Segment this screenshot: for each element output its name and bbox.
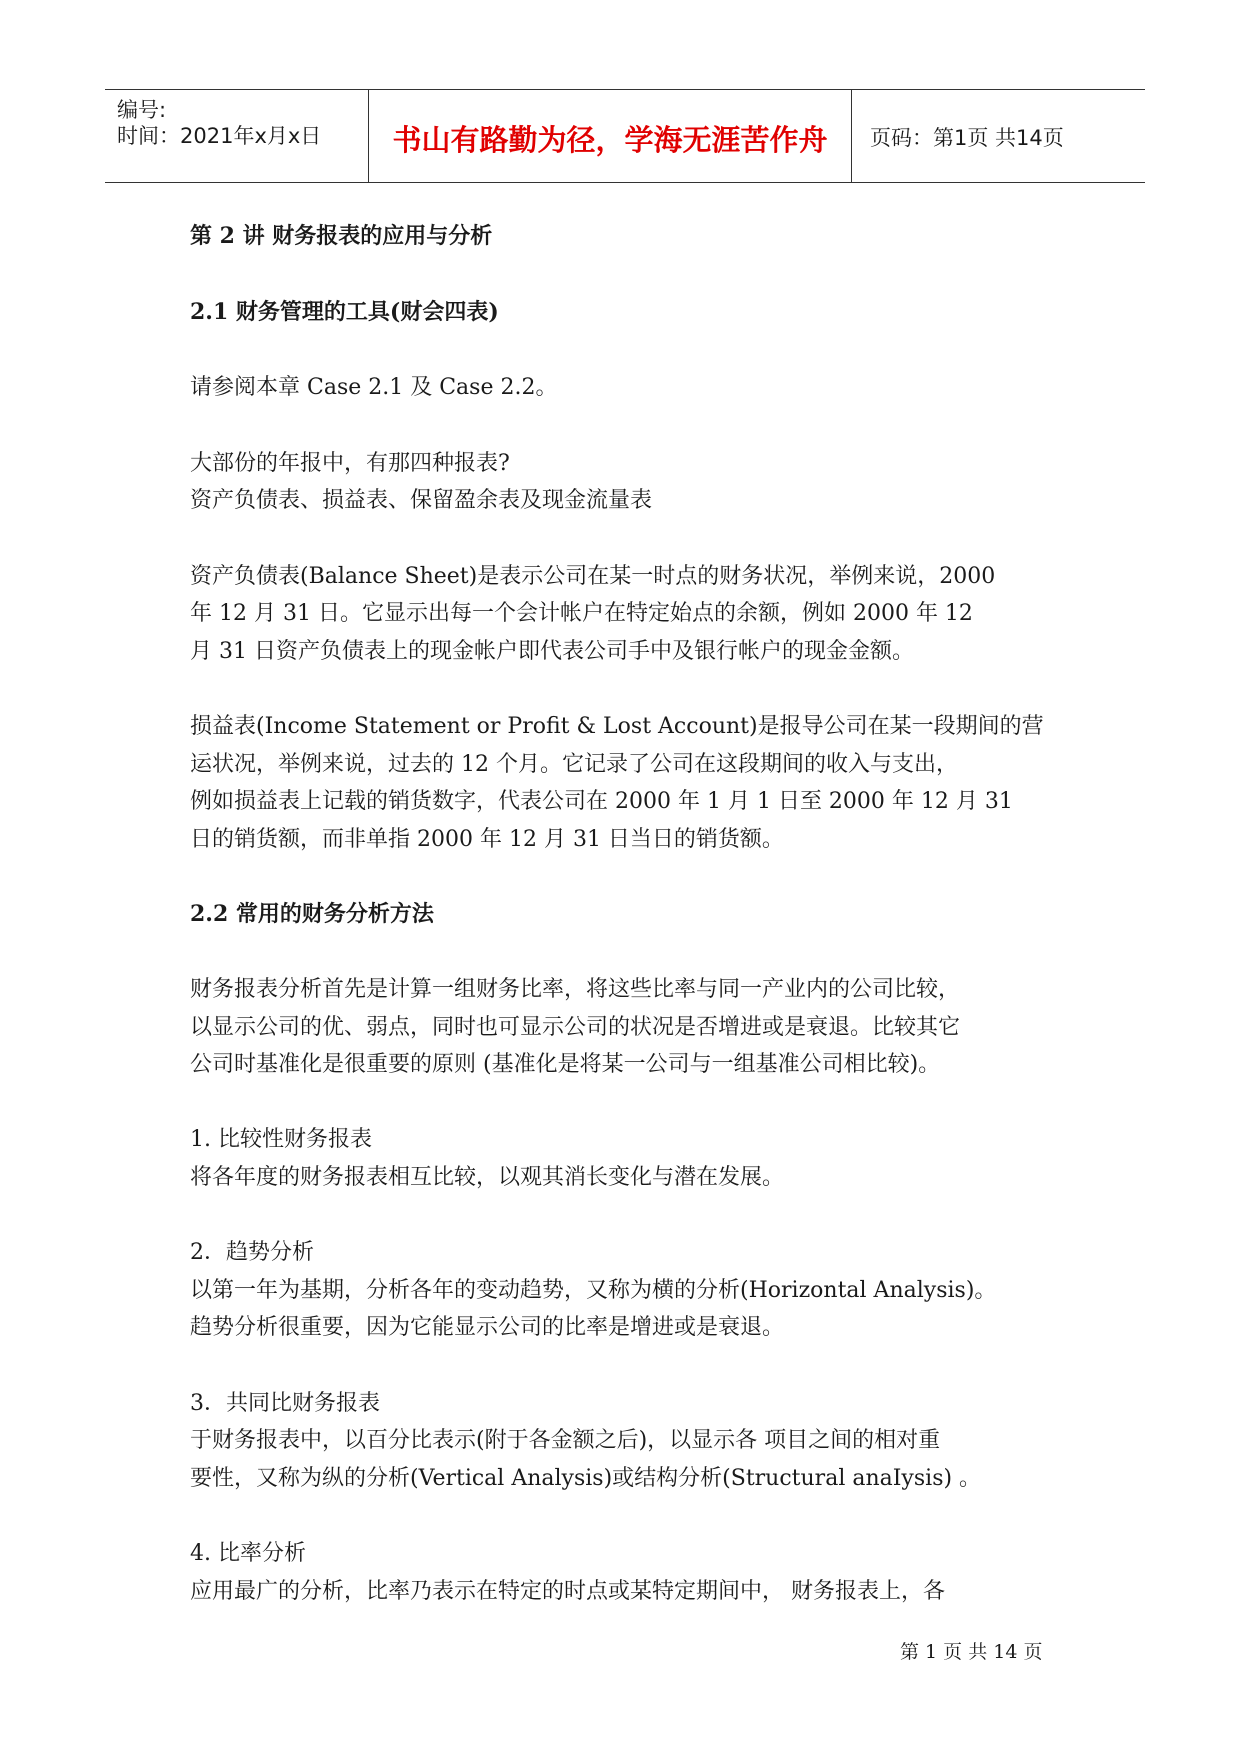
- paragraph-line: 运状况，举例来说，过去的 12 个月。它记录了公司在这段期间的收入与支出，: [190, 752, 958, 777]
- serial-number-label: 编号:: [117, 98, 167, 122]
- paragraph-line: 例如损益表上记载的销货数字，代表公司在 2000 年 1 月 1 日至 2000 年 12 月 31: [190, 789, 1013, 814]
- header-page-cell: [852, 90, 1145, 182]
- section-heading-2-1: 2.1 财务管理的工具(财会四表): [190, 299, 499, 325]
- paragraph-line: 损益表(Income Statement or Profit & Lost Account)是报导公司在某一段期间的营: [190, 714, 1044, 739]
- header-info-cell: [105, 90, 369, 182]
- paragraph-line: 于财务报表中，以百分比表示(附于各金额之后)，以显示各 项目之间的相对重: [190, 1428, 941, 1453]
- paragraph-line: 将各年度的财务报表相互比较，以观其消长变化与潜在发展。: [190, 1165, 785, 1190]
- list-heading: 2．趋势分析: [190, 1240, 314, 1265]
- paragraph-line: 请参阅本章 Case 2.1 及 Case 2.2。: [190, 375, 558, 400]
- paragraph-line: 财务报表分析首先是计算一组财务比率，将这些比率与同一产业内的公司比较，: [190, 977, 961, 1002]
- paragraph-line: 资产负债表、损益表、保留盈余表及现金流量表: [190, 488, 653, 513]
- paragraph-line: 月 31 日资产负债表上的现金帐户即代表公司手中及银行帐户的现金金额。: [190, 639, 914, 664]
- page-footer: 第 1 页 共 14 页: [900, 1641, 1043, 1663]
- paragraph-line: 要性，又称为纵的分析(Vertical Analysis)或结构分析(Structural anaIysis) 。: [190, 1466, 982, 1491]
- time-label: 时间：2021年x月x日: [117, 124, 322, 148]
- header-motto-cell: [369, 90, 852, 182]
- section-heading-2-2: 2.2 常用的财务分析方法: [190, 901, 434, 927]
- header-motto: 书山有路勤为径，学海无涯苦作舟: [392, 123, 828, 157]
- paragraph-line: 以第一年为基期，分析各年的变动趋势，又称为横的分析(Horizontal Analysis)。: [190, 1278, 997, 1303]
- page-header: [105, 89, 1145, 183]
- header-page-number: 页码：第1页 共14页: [870, 126, 1064, 150]
- list-heading: 4. 比率分析: [190, 1541, 306, 1566]
- paragraph-line: 公司时基准化是很重要的原则 (基准化是将某一公司与一组基准公司相比较)。: [190, 1052, 941, 1077]
- paragraph-line: 应用最广的分析，比率乃表示在特定的时点或某特定期间中， 财务报表上，各: [190, 1579, 945, 1604]
- paragraph-line: 以显示公司的优、弱点，同时也可显示公司的状况是否增进或是衰退。比较其它: [190, 1015, 961, 1040]
- lecture-title: 第 2 讲 财务报表的应用与分析: [190, 223, 493, 249]
- paragraph-line: 大部份的年报中，有那四种报表?: [190, 451, 510, 476]
- list-heading: 1. 比较性财务报表: [190, 1127, 372, 1152]
- paragraph-line: 年 12 月 31 日。它显示出每一个会计帐户在特定始点的余额，例如 2000 年 12: [190, 601, 973, 626]
- paragraph-line: 日的销货额，而非单指 2000 年 12 月 31 日当日的销货额。: [190, 827, 784, 852]
- list-heading: 3．共同比财务报表: [190, 1391, 380, 1416]
- paragraph-line: 资产负债表(Balance Sheet)是表示公司在某一时点的财务状况，举例来说，2000: [190, 564, 996, 589]
- paragraph-line: 趋势分析很重要，因为它能显示公司的比率是增进或是衰退。: [190, 1315, 785, 1340]
